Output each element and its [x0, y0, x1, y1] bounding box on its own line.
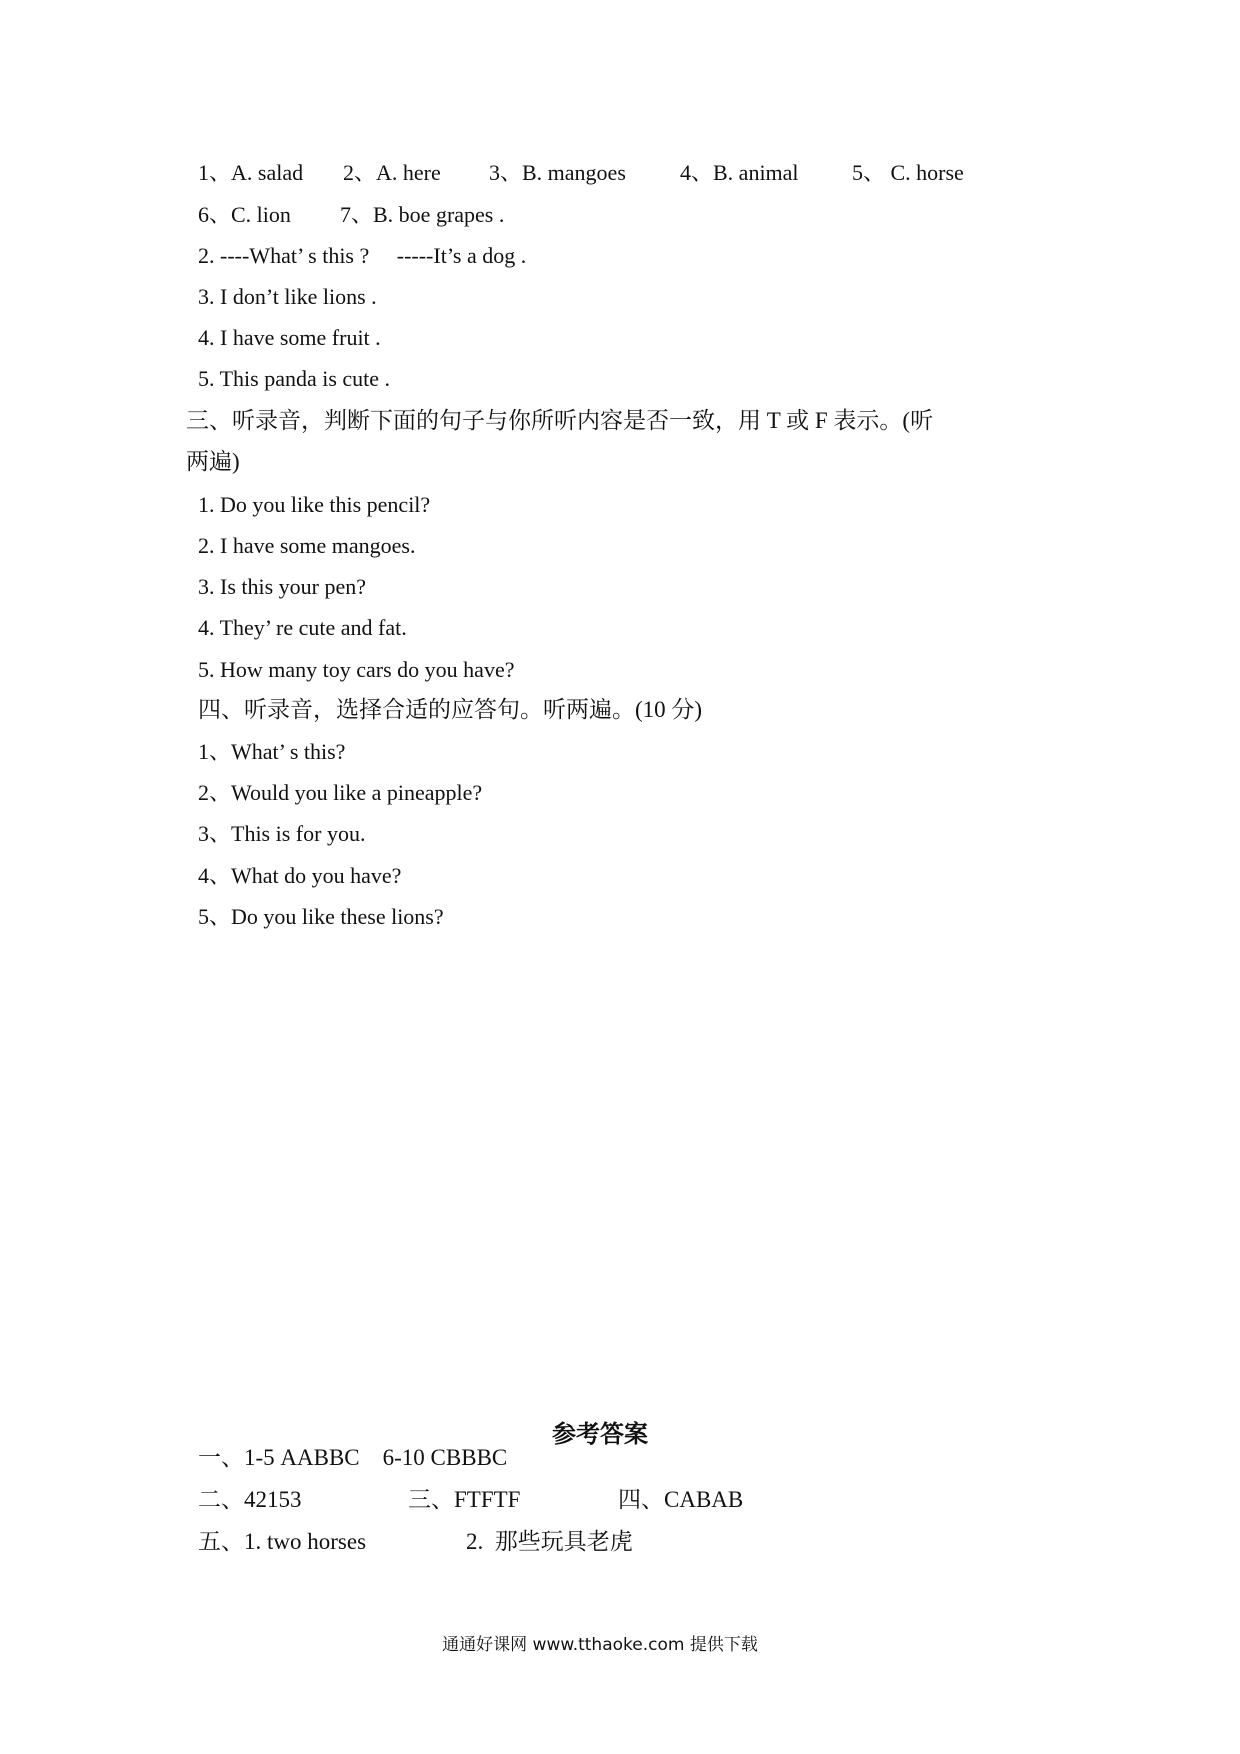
s2-sentence-3: 3. I don’t like lions . [198, 284, 377, 309]
s4-item-1: 1、What’ s this? [198, 739, 346, 764]
s4-item-5: 5、Do you like these lions? [198, 904, 444, 929]
answers-line-3b: 2. 那些玩具老虎 [466, 1529, 633, 1554]
answers-line-2a: 二、42153 [198, 1487, 302, 1512]
s2-row1-item-2: 2、A. here [343, 160, 441, 185]
s3-item-1: 1. Do you like this pencil? [198, 492, 431, 517]
s4-item-2: 2、Would you like a pineapple? [198, 780, 483, 805]
section3-heading-line1: 三、听录音，判断下面的句子与你所听内容是否一致，用 T 或 F 表示。(听 [186, 408, 934, 433]
s3-item-2: 2. I have some mangoes. [198, 533, 416, 558]
s2-sentence-5: 5. This panda is cute . [198, 366, 391, 391]
s2-sentence-2: 2. ----What’ s this ? -----It’s a dog . [198, 243, 527, 268]
answers-line-1: 一、1-5 AABBC 6-10 CBBBC [198, 1445, 508, 1470]
s3-item-4: 4. They’ re cute and fat. [198, 615, 407, 640]
answers-line-2b: 三、FTFTF [408, 1487, 521, 1512]
answers-line-2c: 四、CABAB [618, 1487, 744, 1512]
section4-heading: 四、听录音，选择合适的应答句。听两遍。(10 分) [198, 697, 703, 722]
s4-item-4: 4、What do you have? [198, 863, 402, 888]
answers-line-3a: 五、1. two horses [198, 1529, 367, 1554]
footer-source: 通通好课网 www.tthaoke.com 提供下载 [442, 1635, 758, 1655]
s3-item-5: 5. How many toy cars do you have? [198, 657, 515, 682]
s4-item-3: 3、This is for you. [198, 821, 366, 846]
s2-row1-item-3: 3、B. mangoes [489, 160, 626, 185]
answers-title: 参考答案 [552, 1422, 648, 1448]
s2-row1-item-5: 5、 C. horse [852, 160, 964, 185]
s2-row2-item-2: 7、B. boe grapes . [340, 202, 505, 227]
s2-sentence-4: 4. I have some fruit . [198, 325, 381, 350]
section3-heading-line2: 两遍) [186, 449, 240, 474]
s2-row1-item-4: 4、B. animal [680, 160, 799, 185]
s2-row2-item-1: 6、C. lion [198, 202, 291, 227]
s3-item-3: 3. Is this your pen? [198, 574, 367, 599]
s2-row1-item-1: 1、A. salad [198, 160, 304, 185]
